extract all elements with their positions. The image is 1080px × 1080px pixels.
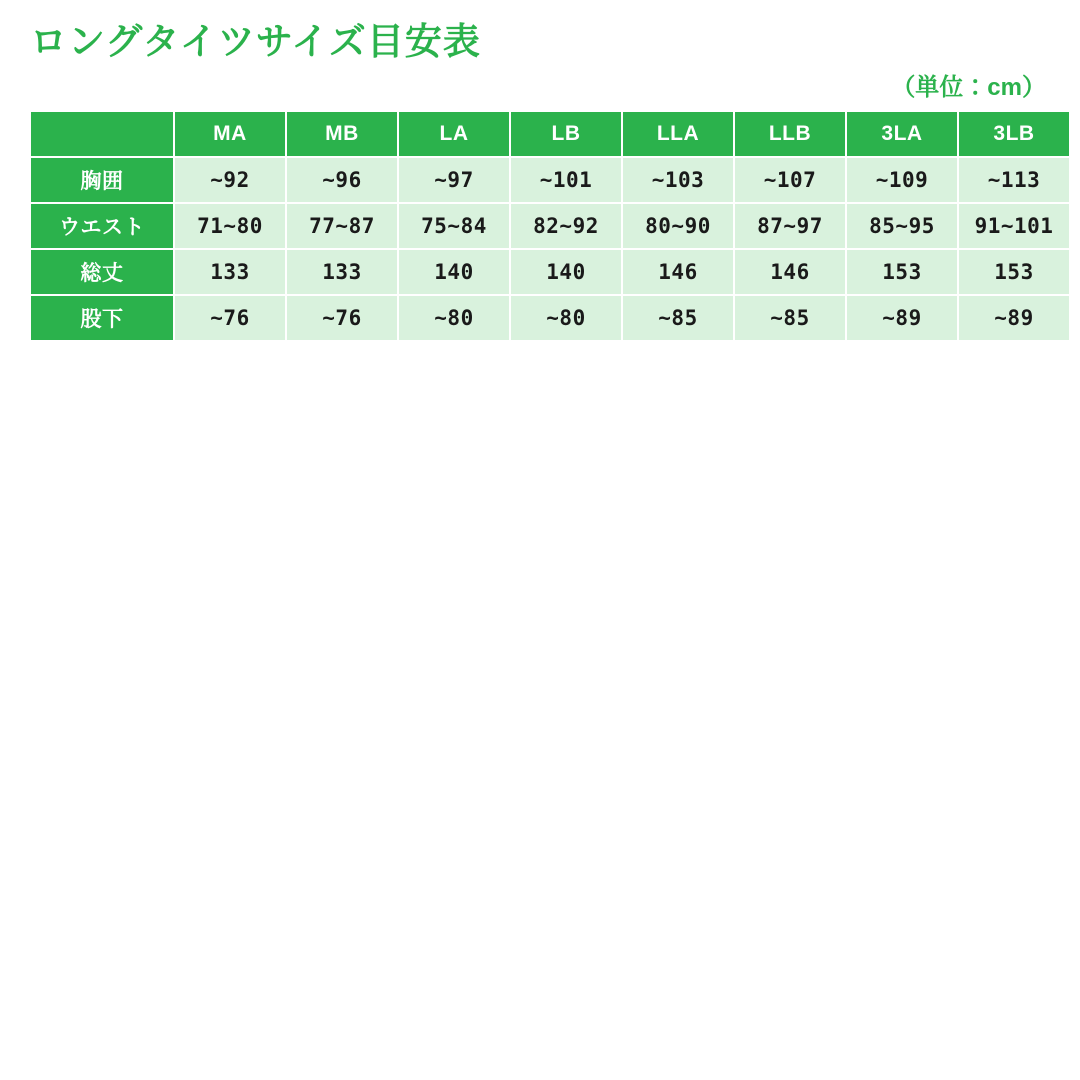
table-row [30,157,1070,203]
row-header-inseam: 股下 [30,295,174,341]
row-header-total-length: 総丈 [30,249,174,295]
cell-total-length-ma: 133 [174,249,286,295]
table-row [30,295,1070,341]
column-header-ma: MA [174,111,286,157]
cell-inseam-ma: ~76 [174,295,286,341]
cell-chest-lla: ~103 [622,157,734,203]
column-header-3la: 3LA [846,111,958,157]
column-header-mb: MB [286,111,398,157]
cell-chest-lb: ~101 [510,157,622,203]
cell-inseam-3lb: ~89 [958,295,1070,341]
cell-waist-ma: 71~80 [174,203,286,249]
row-header-chest: 胸囲 [30,157,174,203]
cell-inseam-3la: ~89 [846,295,958,341]
column-header-llb: LLB [734,111,846,157]
size-table-body [30,157,1070,341]
cell-total-length-lb: 140 [510,249,622,295]
cell-inseam-la: ~80 [398,295,510,341]
page-title: ロングタイツサイズ目安表 [30,21,481,62]
size-table [29,110,1071,342]
cell-inseam-mb: ~76 [286,295,398,341]
unit-note: （単位：cm） [891,73,1046,101]
table-row [30,203,1070,249]
cell-total-length-3la: 153 [846,249,958,295]
table-corner-cell [30,111,174,157]
cell-waist-llb: 87~97 [734,203,846,249]
cell-inseam-llb: ~85 [734,295,846,341]
cell-inseam-lb: ~80 [510,295,622,341]
cell-inseam-lla: ~85 [622,295,734,341]
cell-total-length-la: 140 [398,249,510,295]
unit-note-row [28,67,1050,102]
cell-chest-ma: ~92 [174,157,286,203]
cell-waist-3lb: 91~101 [958,203,1070,249]
cell-chest-llb: ~107 [734,157,846,203]
cell-chest-la: ~97 [398,157,510,203]
cell-waist-lla: 80~90 [622,203,734,249]
column-header-lla: LLA [622,111,734,157]
cell-waist-la: 75~84 [398,203,510,249]
column-header-3lb: 3LB [958,111,1070,157]
cell-total-length-lla: 146 [622,249,734,295]
cell-total-length-3lb: 153 [958,249,1070,295]
row-header-waist: ウエスト [30,203,174,249]
cell-chest-mb: ~96 [286,157,398,203]
cell-total-length-mb: 133 [286,249,398,295]
cell-chest-3la: ~109 [846,157,958,203]
cell-waist-mb: 77~87 [286,203,398,249]
table-header-row [30,111,1070,157]
column-header-lb: LB [510,111,622,157]
cell-chest-3lb: ~113 [958,157,1070,203]
cell-waist-lb: 82~92 [510,203,622,249]
column-header-la: LA [398,111,510,157]
table-row [30,249,1070,295]
size-table-head [30,111,1070,157]
cell-waist-3la: 85~95 [846,203,958,249]
cell-total-length-llb: 146 [734,249,846,295]
